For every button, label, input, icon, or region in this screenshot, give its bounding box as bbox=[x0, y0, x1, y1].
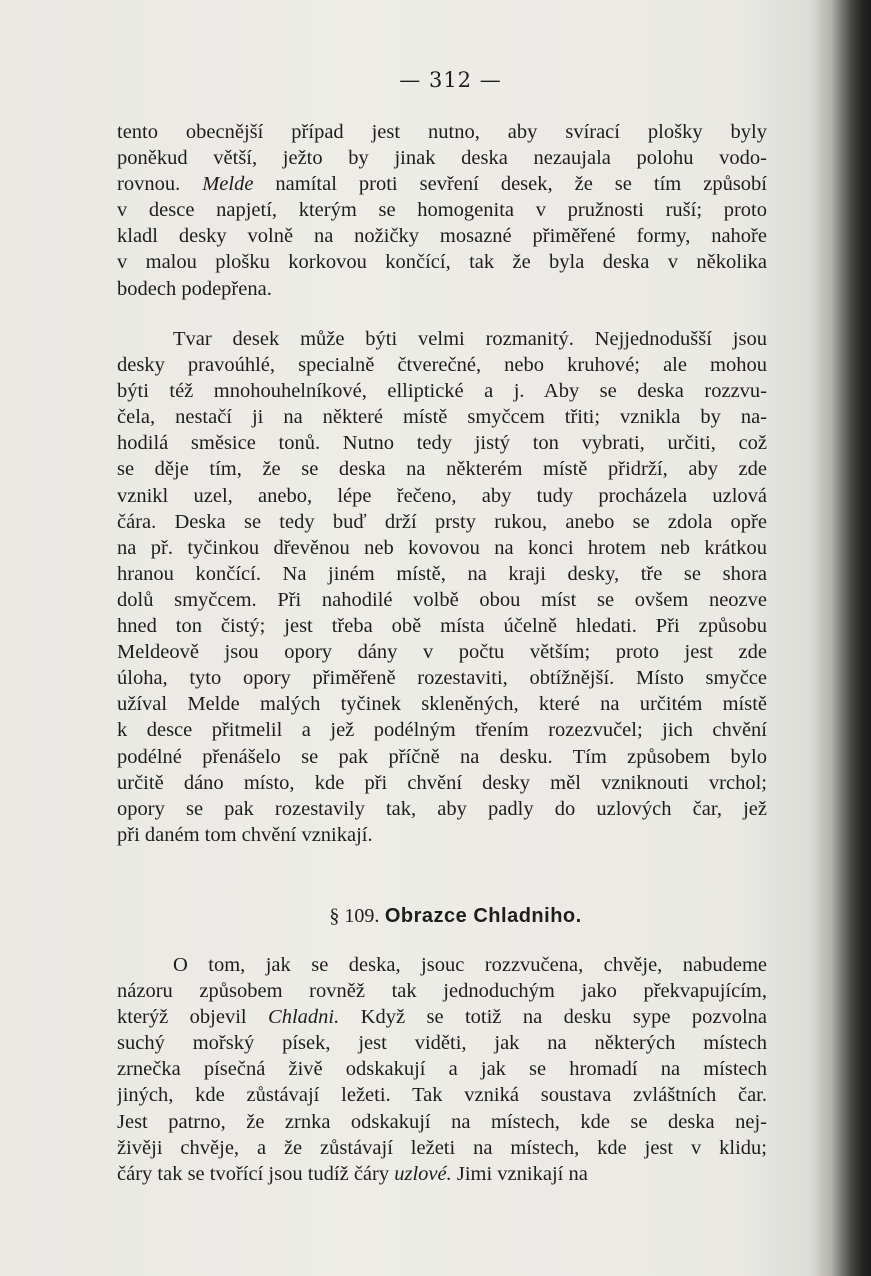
text-line: hranou končící. Na jiném místě, na kraji desky, tře se shora bbox=[117, 562, 767, 585]
section-heading bbox=[0, 905, 871, 928]
paragraph-3 bbox=[117, 952, 767, 1187]
page-number: — 312 — bbox=[399, 68, 502, 92]
paragraph-2 bbox=[117, 326, 767, 848]
text-line: hodilá směsice tonů. Nutno tedy jistý ton vybrati, určiti, což bbox=[117, 432, 767, 455]
text-line: živěji chvěje, a že zůstávají ležeti na místech, kde jest v klidu; bbox=[117, 1136, 767, 1159]
text-line: určitě dáno místo, kde při chvění desky měl vzniknouti vrchol; bbox=[117, 771, 767, 794]
text-line: hned ton čistý; jest třeba obě místa účelně hledati. Při způsobu bbox=[117, 615, 767, 638]
text-line: na př. tyčinkou dřevěnou neb kovovou na konci hrotem neb krátkou bbox=[117, 536, 767, 559]
text-line: vznikl uzel, anebo, lépe řečeno, aby tudy procházela uzlová bbox=[117, 484, 767, 507]
text-line: poněkud větší, ježto by jinak deska nezaujala polohu vodo- bbox=[117, 147, 767, 170]
text-line: suchý mořský písek, jest viděti, jak na některých místech bbox=[117, 1032, 767, 1055]
text-line: čela, nestačí ji na některé místě smyčcem třiti; vznikla by na- bbox=[117, 406, 767, 429]
text-line: jiných, kde zůstávají ležeti. Tak vzniká soustava zvláštních čar. bbox=[117, 1084, 767, 1107]
text-line: čára. Deska se tedy buď drží prsty rukou, anebo se zdola opře bbox=[117, 510, 767, 533]
text-line: se děje tím, že se deska na některém místě přidrží, aby zde bbox=[117, 458, 767, 481]
text-line: úloha, tyto opory přiměřeně rozestaviti, obtížnější. Místo smyčce bbox=[117, 667, 767, 690]
book-binding-shadow bbox=[831, 0, 871, 1276]
text-line: kladl desky volně na nožičky mosazné přiměřené formy, nahoře bbox=[117, 225, 767, 248]
text-line: v desce napjetí, kterým se homogenita v pružnosti ruší; proto bbox=[117, 199, 767, 222]
text-line: bodech podepřena. bbox=[117, 277, 272, 300]
text-line: býti též mnohouhelníkové, elliptické a j. Aby se deska rozzvu- bbox=[117, 380, 767, 403]
text-line: desky pravoúhlé, specialně čtverečné, nebo kruhové; ale mohou bbox=[117, 354, 767, 377]
section-title: Obrazce Chladniho. bbox=[384, 905, 582, 927]
text-line: Tvar desek může býti velmi rozmanitý. Nejjednodušší jsou bbox=[173, 328, 767, 350]
text-line: kterýž objevil Chladni. Když se totiž na desku sype pozvolna bbox=[117, 1006, 767, 1029]
text-line: k desce přitmelil a jež podélným třením rozezvučel; jich chvění bbox=[117, 719, 767, 742]
text-line: opory se pak rozestavily tak, aby padly do uzlových čar, jež bbox=[117, 797, 767, 820]
text-line: O tom, jak se deska, jsouc rozzvučena, chvěje, nabudeme bbox=[173, 954, 767, 976]
text-line: Jest patrno, že zrnka odskakují na místech, kde se deska nej- bbox=[117, 1110, 767, 1133]
text-line: v malou plošku korkovou končící, tak že byla deska v několika bbox=[117, 251, 767, 274]
paragraph-1 bbox=[117, 119, 767, 302]
text-line: při daném tom chvění vznikají. bbox=[117, 823, 373, 846]
text-line: rovnou. Melde namítal proti sevření desek, že se tím způsobí bbox=[117, 173, 767, 196]
text-line: názoru způsobem rovněž tak jednoduchým jako překvapujícím, bbox=[117, 980, 767, 1003]
text-line: tento obecnější případ jest nutno, aby svírací plošky byly bbox=[117, 121, 767, 143]
section-number: § 109. bbox=[329, 905, 380, 927]
text-line: dolů smyčcem. Při nahodilé volbě obou míst se ovšem neozve bbox=[117, 588, 767, 611]
text-line: zrnečka písečná živě odskakují a jak se hromadí na místech bbox=[117, 1058, 767, 1081]
text-line: podélné přenášelo se pak příčně na desku. Tím způsobem bylo bbox=[117, 745, 767, 768]
text-line: užíval Melde malých tyčinek skleněných, které na určitém místě bbox=[117, 693, 767, 716]
text-line: čáry tak se tvořící jsou tudíž čáry uzlové. Jimi vznikají na bbox=[117, 1162, 588, 1185]
text-line: Meldeově jsou opory dány v počtu větším; proto jest zde bbox=[117, 641, 767, 664]
